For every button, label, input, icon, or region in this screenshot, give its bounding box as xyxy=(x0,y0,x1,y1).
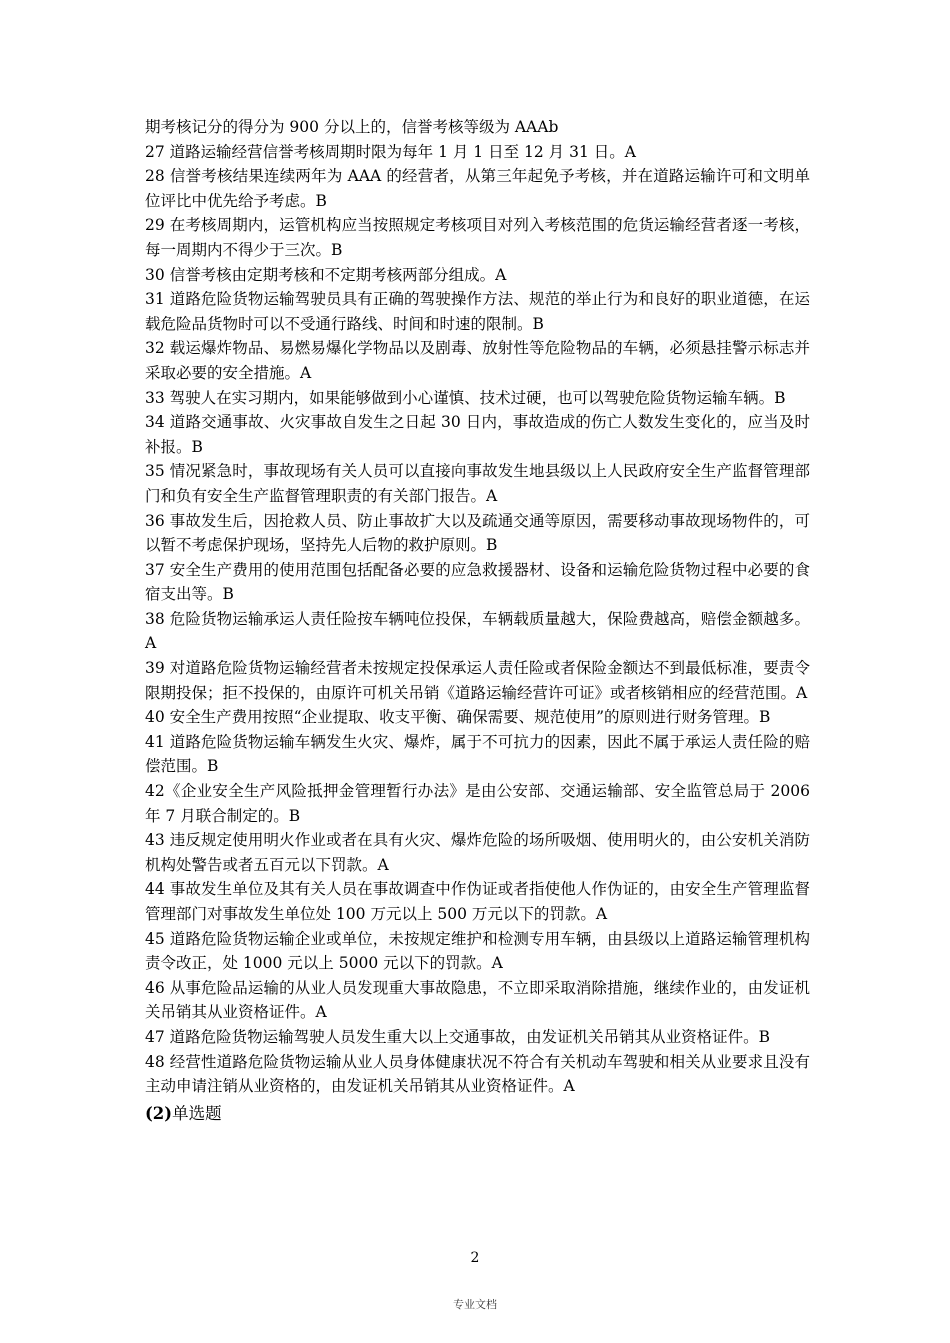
question-paragraph: 27 道路运输经营信誉考核周期时限为每年 1 月 1 日至 12 月 31 日。A xyxy=(145,142,636,161)
section-number: (2) xyxy=(145,1103,173,1123)
document-body xyxy=(145,115,810,1127)
question-paragraph: 47 道路危险货物运输驾驶人员发生重大以上交通事故，由发证机关吊销其从业资格证件。B xyxy=(145,1027,771,1046)
section-heading xyxy=(145,1101,810,1127)
section-title: 单选题 xyxy=(172,1103,222,1123)
question-paragraph: 30 信誉考核由定期考核和不定期考核两部分组成。A xyxy=(145,265,507,284)
question-paragraph: 38 危险货物运输承运人责任险按车辆吨位投保，车辆载质量越大，保险费越高，赔偿金额越多。A xyxy=(145,609,810,653)
page-number: 2 xyxy=(470,1250,480,1266)
question-paragraph: 39 对道路危险货物运输经营者未按规定投保承运人责任险或者保险金额达不到最低标准，要责令限期投保；拒不投保的，由原许可机关吊销《道路运输经营许可证》或者核销相应的经营范围。A xyxy=(145,659,810,702)
question-paragraph: 35 情况紧急时，事故现场有关人员可以直接向事故发生地县级以上人民政府安全生产监督管理部门和负有安全生产监督管理职责的有关部门报告。A xyxy=(145,462,810,505)
question-paragraph: 46 从事危险品运输的从业人员发现重大事故隐患，不立即采取消除措施，继续作业的，由发证机关吊销其从业资格证件。A xyxy=(145,978,810,1022)
footer-label: 专业文档 xyxy=(453,1298,497,1311)
question-paragraph: 29 在考核周期内，运管机构应当按照规定考核项目对列入考核范围的危货运输经营者逐一考核，每一周期内不得少于三次。B xyxy=(145,216,810,259)
question-paragraph: 28 信誉考核结果连续两年为 AAA 的经营者，从第三年起免予考核，并在道路运输许可和文明单位评比中优先给予考虑。B xyxy=(145,167,810,210)
question-paragraph: 31 道路危险货物运输驾驶员具有正确的驾驶操作方法、规范的举止行为和良好的职业道德，在运载危险品货物时可以不受通行路线、时间和时速的限制。B xyxy=(145,290,810,333)
question-paragraph: 48 经营性道路危险货物运输从业人员身体健康状况不符合有关机动车驾驶和相关从业要求且没有主动申请注销从业资格的，由发证机关吊销其从业资格证件。A xyxy=(145,1052,810,1096)
question-paragraph: 45 道路危险货物运输企业或单位，未按规定维护和检测专用车辆，由县级以上道路运输管理机构责令改正，处 1000 元以上 5000 元以下的罚款。A xyxy=(145,929,810,973)
question-paragraph: 34 道路交通事故、火灾事故自发生之日起 30 日内，事故造成的伤亡人数发生变化的，应当及时补报。B xyxy=(145,413,810,456)
question-paragraph: 43 违反规定使用明火作业或者在具有火灾、爆炸危险的场所吸烟、使用明火的，由公安机关消防机构处警告或者五百元以下罚款。A xyxy=(145,831,810,874)
question-paragraph: 44 事故发生单位及其有关人员在事故调查中作伪证或者指使他人作伪证的，由安全生产管理监督管理部门对事故发生单位处 100 万元以上 500 万元以下的罚款。A xyxy=(145,880,810,923)
question-paragraph: 33 驾驶人在实习期内，如果能够做到小心谨慎、技术过硬，也可以驾驶危险货物运输车辆。B xyxy=(145,388,786,407)
question-paragraph: 41 道路危险货物运输车辆发生火灾、爆炸，属于不可抗力的因素，因此不属于承运人责任险的赔偿范围。B xyxy=(145,732,810,776)
paragraph-list xyxy=(145,115,810,1099)
question-paragraph: 40 安全生产费用按照“企业提取、收支平衡、确保需要、规范使用”的原则进行财务管理。B xyxy=(145,708,771,727)
question-paragraph: 36 事故发生后，因抢救人员、防止事故扩大以及疏通交通等原因，需要移动事故现场物件的，可以暂不考虑保护现场，坚持先人后物的救护原则。B xyxy=(145,511,810,555)
question-paragraph: 期考核记分的得分为 900 分以上的，信誉考核等级为 AAAb xyxy=(145,118,559,136)
question-paragraph: 37 安全生产费用的使用范围包括配备必要的应急救援器材、设备和运输危险货物过程中必要的食宿支出等。B xyxy=(145,560,810,604)
question-paragraph: 32 载运爆炸物品、易燃易爆化学物品以及剧毒、放射性等危险物品的车辆，必须悬挂警示标志并采取必要的安全措施。A xyxy=(145,339,810,382)
question-paragraph: 42《企业安全生产风险抵押金管理暂行办法》是由公安部、交通运输部、安全监管总局于 2006 年 7 月联合制定的。B xyxy=(145,782,810,825)
